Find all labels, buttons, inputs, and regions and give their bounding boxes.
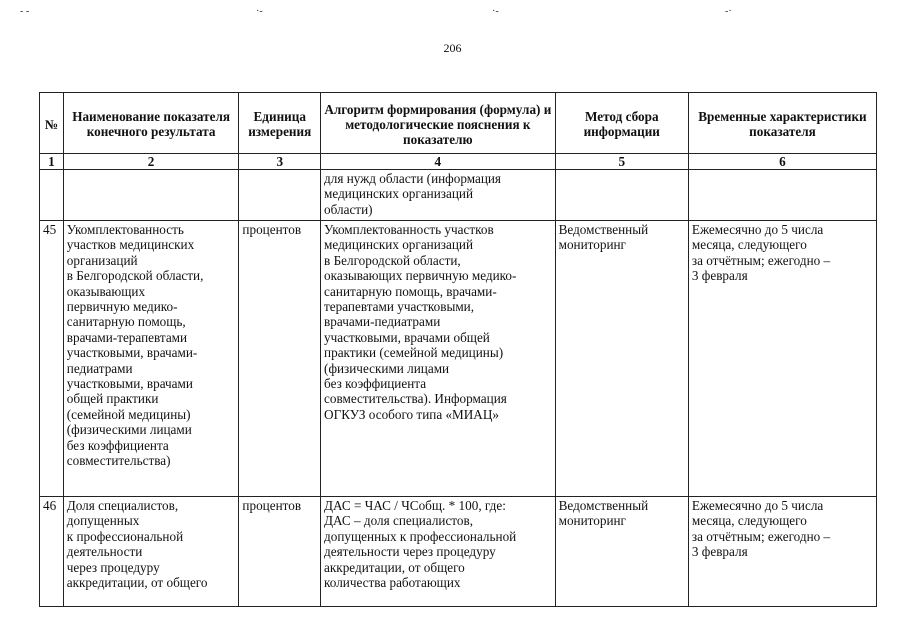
text-line: допущенных — [66, 513, 140, 529]
text-line: 3 февраля — [691, 268, 748, 284]
page-number: 206 — [443, 41, 462, 55]
header-name: Наименование показателя конечного результата — [63, 93, 239, 154]
header-algorithm: Алгоритм формирования (формула) и методологические пояснения к показателю — [321, 93, 556, 154]
text-line: Укомплектованность участков — [324, 222, 494, 237]
algorithm-text — [324, 171, 552, 217]
indicator-name — [63, 497, 239, 607]
indicator-name — [63, 221, 239, 497]
text-line: совместительства) — [66, 453, 171, 469]
text-line: (физическими лицами — [324, 360, 450, 376]
text-line: участковыми, врачами- — [66, 345, 198, 361]
continuation-row — [40, 170, 877, 221]
continuation-algorithm — [321, 170, 556, 221]
text-line: санитарную помощь, — [66, 314, 186, 330]
text-line: для нужд области (информация — [324, 171, 502, 186]
text-line: участков медицинских — [66, 237, 195, 253]
table-row — [40, 497, 877, 607]
text-line: ДАС = ЧАС / ЧСобщ. * 100, где: — [324, 498, 506, 513]
text-line: за отчётным; ежегодно – — [691, 252, 831, 268]
text-line: врачами-педиатрами — [324, 314, 441, 330]
timing — [688, 221, 876, 497]
text-line: аккредитации, от общего — [324, 559, 465, 575]
text-line: ДАС – доля специалистов, — [324, 513, 474, 529]
collection-method — [555, 497, 688, 607]
header-unit: Единица измерения — [239, 93, 321, 154]
row-number: 46 — [40, 497, 64, 607]
text-line: Ежемесячно до 5 числа — [691, 498, 824, 513]
column-number: 2 — [63, 154, 239, 170]
header-row — [40, 93, 877, 154]
text-line: через процедуру — [66, 559, 160, 575]
indicator-table — [39, 92, 877, 607]
table-row — [40, 221, 877, 497]
header-timing: Временные характеристики показателя — [688, 93, 876, 154]
text-line: мониторинг — [558, 237, 626, 253]
column-number: 4 — [321, 154, 556, 170]
text-line: организаций — [66, 252, 138, 268]
text-line: деятельности через процедуру — [324, 544, 496, 560]
text-line: общей практики — [66, 391, 159, 407]
text-line: оказывающих первичную медико- — [324, 268, 517, 284]
text-line: мониторинг — [558, 513, 626, 529]
text-line: количества работающих — [324, 575, 461, 591]
text-line: Укомплектованность — [66, 222, 184, 237]
text-line: без коэффициента — [66, 437, 169, 453]
unit: процентов — [239, 497, 321, 607]
row-number: 45 — [40, 221, 64, 497]
text-line: санитарную помощь, врачами- — [324, 283, 497, 299]
timing — [688, 497, 876, 607]
text-line: за отчётным; ежегодно – — [691, 528, 831, 544]
text-line: Доля специалистов, — [66, 498, 179, 513]
text-line: педиатрами — [66, 360, 133, 376]
text-line: медицинских организаций — [324, 237, 474, 253]
text-line: совместительства). Информация — [324, 391, 507, 407]
column-number-row — [40, 154, 877, 170]
text-line: (физическими лицами — [66, 422, 192, 438]
scan-artifact: -· — [725, 6, 732, 17]
text-line: терапевтами участковыми, — [324, 299, 475, 315]
column-number: 5 — [555, 154, 688, 170]
text-line: врачами-терапевтами — [66, 329, 188, 345]
collection-method — [555, 221, 688, 497]
text-line: деятельности — [66, 544, 143, 560]
text-line: в Белгородской области, — [324, 252, 461, 268]
text-line: допущенных к профессиональной — [324, 528, 517, 544]
header-no: № — [40, 93, 64, 154]
text-line: аккредитации, от общего — [66, 575, 208, 591]
column-number: 3 — [239, 154, 321, 170]
text-line: практики (семейной медицины) — [324, 345, 504, 361]
text-line: первичную медико- — [66, 299, 178, 315]
text-line: месяца, следующего — [691, 237, 807, 253]
scan-artifact: ·- — [256, 6, 263, 17]
text-line: Ведомственный — [558, 222, 649, 237]
text-line: месяца, следующего — [691, 513, 807, 529]
column-number: 1 — [40, 154, 64, 170]
unit: процентов — [239, 221, 321, 497]
text-line: участковыми, врачами общей — [324, 329, 490, 345]
text-line: в Белгородской области, — [66, 268, 204, 284]
algorithm — [321, 497, 556, 607]
text-line: медицинских организаций — [324, 186, 474, 202]
text-line: к профессиональной — [66, 528, 184, 544]
scan-artifact: ·- — [492, 6, 499, 17]
text-line: области) — [324, 201, 373, 217]
header-method: Метод сбора информации — [555, 93, 688, 154]
text-line: оказывающих — [66, 283, 146, 299]
text-line: Ведомственный — [558, 498, 649, 513]
text-line: Ежемесячно до 5 числа — [691, 222, 824, 237]
text-line: (семейной медицины) — [66, 406, 191, 422]
algorithm — [321, 221, 556, 497]
text-line: ОГКУЗ особого типа «МИАЦ» — [324, 406, 499, 422]
text-line: участковыми, врачами — [66, 376, 193, 392]
scan-artifact: - - — [20, 6, 30, 17]
column-number: 6 — [688, 154, 876, 170]
text-line: без коэффициента — [324, 376, 427, 392]
text-line: 3 февраля — [691, 544, 748, 560]
